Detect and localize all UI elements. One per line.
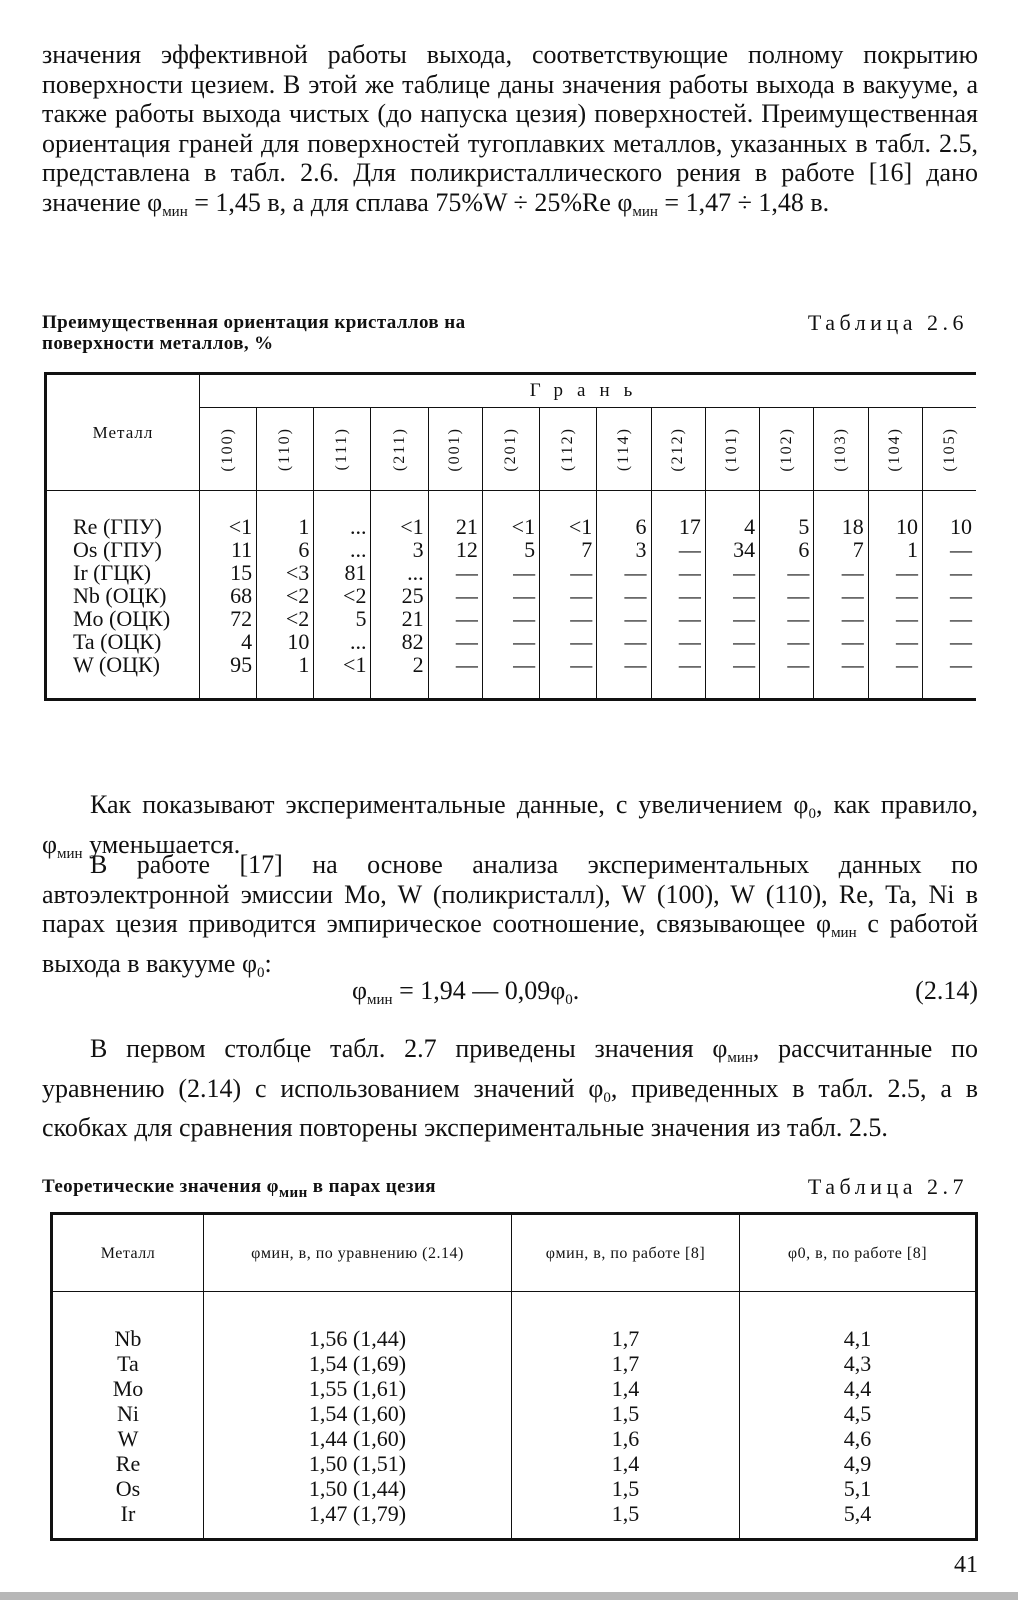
face-label: (103) xyxy=(832,426,850,472)
value-cell: 21 xyxy=(428,491,482,539)
value-cell: — xyxy=(760,607,814,630)
value-cell: <2 xyxy=(257,584,314,607)
value-cell: 10 xyxy=(868,491,922,539)
table-row xyxy=(46,630,977,653)
value-cell: 21 xyxy=(371,607,428,630)
value-cell: 1,44 (1,60) xyxy=(204,1426,512,1451)
value-cell: 1 xyxy=(868,538,922,561)
face-label: (110) xyxy=(276,426,294,472)
value-cell: — xyxy=(760,653,814,700)
table-row xyxy=(52,1426,977,1451)
value-cell: 18 xyxy=(814,491,868,539)
value-cell: — xyxy=(540,630,597,653)
value-cell: 5 xyxy=(314,607,371,630)
metal-cell: Mo (ОЦК) xyxy=(73,606,171,631)
value-cell: <1 xyxy=(371,491,428,539)
metal-cell: Ta (ОЦК) xyxy=(73,629,162,654)
value-cell: — xyxy=(651,538,705,561)
value-cell: 4,5 xyxy=(740,1401,977,1426)
value-cell: — xyxy=(651,630,705,653)
value-cell: — xyxy=(651,584,705,607)
value-cell: — xyxy=(428,561,482,584)
value-cell: — xyxy=(482,630,539,653)
table-2-6 xyxy=(44,372,976,701)
table-2-6-caption xyxy=(42,312,978,354)
value-cell: 2 xyxy=(371,653,428,700)
table-title-line2: поверхности металлов, % xyxy=(42,333,274,354)
equation-number: (2.14) xyxy=(915,976,978,1005)
value-cell: — xyxy=(923,607,976,630)
table-2-7 xyxy=(50,1212,978,1541)
value-cell: <1 xyxy=(314,653,371,700)
value-cell: — xyxy=(428,607,482,630)
value-cell: 4,1 xyxy=(740,1292,977,1352)
value-cell: 1,5 xyxy=(512,1401,740,1426)
face-label: (102) xyxy=(777,426,795,472)
value-cell: 95 xyxy=(200,653,257,700)
face-label: (211) xyxy=(390,426,408,472)
value-cell: — xyxy=(814,653,868,700)
table-title: Теоретические значения $\varphi_{мин}$ в парах цезия xyxy=(42,1176,436,1201)
value-cell: — xyxy=(428,630,482,653)
metal-cell: Ir xyxy=(120,1501,136,1526)
value-cell: — xyxy=(868,584,922,607)
paragraph-table27-intro: В первом столбце табл. 2.7 приведены значения $\varphi_{мин}$, рассчитанные по уравнению (2.14) с использованием значений $\varphi_0$, приведенных в табл. 2.5, а в скобках для сравнения повторены экспериментальные значения из табл. 2.5. xyxy=(42,1034,978,1143)
value-cell: — xyxy=(597,584,651,607)
value-cell: — xyxy=(540,584,597,607)
face-header xyxy=(257,408,314,491)
value-cell: 1,4 xyxy=(512,1376,740,1401)
value-cell: 4,4 xyxy=(740,1376,977,1401)
value-cell: — xyxy=(428,653,482,700)
value-cell: <2 xyxy=(257,607,314,630)
face-label: (100) xyxy=(219,426,237,472)
value-cell: 11 xyxy=(200,538,257,561)
value-cell: 7 xyxy=(814,538,868,561)
metal-cell: Re xyxy=(115,1451,141,1476)
value-cell: — xyxy=(540,653,597,700)
value-cell: 15 xyxy=(200,561,257,584)
metal-cell: W (ОЦК) xyxy=(73,652,160,677)
value-cell: — xyxy=(540,607,597,630)
value-cell: — xyxy=(428,584,482,607)
face-label: (112) xyxy=(559,426,577,472)
metal-cell: Os (ГПУ) xyxy=(73,537,162,562)
value-cell: 5 xyxy=(760,491,814,539)
metal-header: Металл xyxy=(46,374,200,491)
value-cell: 68 xyxy=(200,584,257,607)
value-cell: 6 xyxy=(257,538,314,561)
metal-cell: Ir (ГЦК) xyxy=(73,560,152,585)
face-group-header: Грань xyxy=(200,374,977,408)
face-header xyxy=(651,408,705,491)
face-label: (001) xyxy=(446,426,464,472)
page-number: 41 xyxy=(954,1552,978,1578)
value-cell: 81 xyxy=(314,561,371,584)
value-cell: 1,7 xyxy=(512,1351,740,1376)
face-label: (104) xyxy=(886,426,904,472)
value-cell: — xyxy=(868,607,922,630)
value-cell: — xyxy=(868,653,922,700)
value-cell: — xyxy=(868,561,922,584)
table-row xyxy=(52,1501,977,1540)
face-header xyxy=(540,408,597,491)
value-cell: 1,50 (1,51) xyxy=(204,1451,512,1476)
value-cell: — xyxy=(482,584,539,607)
face-header xyxy=(482,408,539,491)
value-cell: 1,5 xyxy=(512,1501,740,1540)
value-cell: 1,50 (1,44) xyxy=(204,1476,512,1501)
table-row xyxy=(52,1451,977,1476)
value-cell: — xyxy=(923,538,976,561)
face-header xyxy=(597,408,651,491)
metal-cell: Os xyxy=(115,1476,141,1501)
value-cell: 1 xyxy=(257,491,314,539)
intro-paragraph: значения эффективной работы выхода, соответствующие полному покрытию поверхности цезием. В этой же таблице даны значения работы выхода в вакууме, а также работы выхода чистых (до напуска цезия) поверхностей. Преимущественная ориентация граней для поверхностей тугоплавких металлов, указанных в табл. 2.5, представлена в табл. 2.6. Для поликристаллического рения в работе [16] дано значение $\varphi_{мин} = 1,45$ в, а для сплава 75%W ÷ 25%Re $\varphi_{мин} = 1,47 \div 1,48$ в. xyxy=(42,40,978,220)
face-label: (212) xyxy=(669,426,687,472)
value-cell: ... xyxy=(314,538,371,561)
face-header xyxy=(814,408,868,491)
table-number: Таблица 2.6 xyxy=(807,310,968,335)
value-cell: 5,1 xyxy=(740,1476,977,1501)
face-label: (114) xyxy=(614,426,632,472)
table-number: Таблица 2.7 xyxy=(807,1174,968,1199)
value-cell: 17 xyxy=(651,491,705,539)
metal-cell: Re (ГПУ) xyxy=(73,514,162,539)
face-header xyxy=(923,408,976,491)
table-2-7-caption xyxy=(42,1176,978,1204)
value-cell: <1 xyxy=(540,491,597,539)
table-row xyxy=(46,538,977,561)
value-cell: — xyxy=(705,607,759,630)
paragraph-trend: Как показывают экспериментальные данные, с увеличением $\varphi_0$, как правило, $\varphi_{мин}$ уменьшается. xyxy=(42,790,979,862)
value-cell: 3 xyxy=(371,538,428,561)
value-cell: 4,9 xyxy=(740,1451,977,1476)
table-title-line1: Преимущественная ориентация кристаллов на xyxy=(42,312,466,333)
value-cell: 10 xyxy=(923,491,976,539)
value-cell: 1,54 (1,60) xyxy=(204,1401,512,1426)
value-cell: — xyxy=(597,630,651,653)
metal-cell: W xyxy=(117,1426,139,1451)
value-cell: — xyxy=(814,607,868,630)
value-cell: 5 xyxy=(482,538,539,561)
value-cell: ... xyxy=(314,630,371,653)
value-cell: 4 xyxy=(705,491,759,539)
face-header xyxy=(200,408,257,491)
value-cell: 1,5 xyxy=(512,1476,740,1501)
table-row xyxy=(46,561,977,584)
value-cell: — xyxy=(705,561,759,584)
table-row xyxy=(46,607,977,630)
value-cell: — xyxy=(923,630,976,653)
metal-cell: Ta xyxy=(117,1351,139,1376)
value-cell: 1,6 xyxy=(512,1426,740,1451)
face-header xyxy=(868,408,922,491)
value-cell: 12 xyxy=(428,538,482,561)
column-header: φмин, в, по уравнению (2.14) xyxy=(204,1214,512,1292)
value-cell: 1,54 (1,69) xyxy=(204,1351,512,1376)
value-cell: — xyxy=(597,607,651,630)
table-row xyxy=(52,1476,977,1501)
value-cell: 1,56 (1,44) xyxy=(204,1292,512,1352)
value-cell: 72 xyxy=(200,607,257,630)
value-cell: 3 xyxy=(597,538,651,561)
value-cell: ... xyxy=(314,491,371,539)
face-header xyxy=(760,408,814,491)
value-cell: 7 xyxy=(540,538,597,561)
paragraph-empirical: В работе [17] на основе анализа экспериментальных данных по автоэлектронной эмиссии Mo, W (поликристалл), W (100), W (110), Re, Ta, Ni в парах цезия приводится эмпирическое соотношение, связывающее $\varphi_{мин}$ с работой выхода в вакууме $\varphi_0$: xyxy=(42,850,978,981)
value-cell: — xyxy=(705,584,759,607)
value-cell: 1,47 (1,79) xyxy=(204,1501,512,1540)
value-cell: 34 xyxy=(705,538,759,561)
value-cell: — xyxy=(923,653,976,700)
metal-cell: Nb (ОЦК) xyxy=(73,583,167,608)
value-cell: — xyxy=(705,653,759,700)
value-cell: — xyxy=(814,630,868,653)
table-row xyxy=(52,1401,977,1426)
metal-cell: Mo xyxy=(112,1376,144,1401)
value-cell: 1,55 (1,61) xyxy=(204,1376,512,1401)
value-cell: — xyxy=(482,561,539,584)
value-cell: — xyxy=(651,561,705,584)
value-cell: — xyxy=(540,561,597,584)
value-cell: 5,4 xyxy=(740,1501,977,1540)
table-row xyxy=(52,1292,977,1352)
value-cell: 4,3 xyxy=(740,1351,977,1376)
value-cell: 1 xyxy=(257,653,314,700)
value-cell: — xyxy=(760,630,814,653)
value-cell: <2 xyxy=(314,584,371,607)
face-header xyxy=(705,408,759,491)
face-header xyxy=(371,408,428,491)
value-cell: — xyxy=(482,607,539,630)
value-cell: — xyxy=(651,653,705,700)
value-cell: — xyxy=(760,561,814,584)
value-cell: <1 xyxy=(200,491,257,539)
value-cell: — xyxy=(923,584,976,607)
value-cell: — xyxy=(651,607,705,630)
table-row xyxy=(46,584,977,607)
table-row xyxy=(46,653,977,700)
face-label: (111) xyxy=(333,427,351,471)
value-cell: — xyxy=(814,584,868,607)
value-cell: — xyxy=(760,584,814,607)
column-header: Металл xyxy=(52,1214,204,1292)
face-label: (201) xyxy=(502,426,519,472)
value-cell: — xyxy=(868,630,922,653)
value-cell: — xyxy=(923,561,976,584)
value-cell: 6 xyxy=(597,491,651,539)
value-cell: — xyxy=(597,561,651,584)
value-cell: 1,7 xyxy=(512,1292,740,1352)
column-header: φ0, в, по работе [8] xyxy=(740,1214,977,1292)
value-cell: <1 xyxy=(482,491,539,539)
face-header xyxy=(428,408,482,491)
face-label: (101) xyxy=(723,426,741,472)
table-row xyxy=(52,1376,977,1401)
value-cell: ... xyxy=(371,561,428,584)
face-label: (105) xyxy=(940,426,958,472)
value-cell: 10 xyxy=(257,630,314,653)
metal-cell: Nb xyxy=(114,1326,142,1351)
value-cell: 6 xyxy=(760,538,814,561)
value-cell: — xyxy=(814,561,868,584)
equation: $\varphi_{мин} = 1,94$ — $0,09\varphi_0$. xyxy=(352,976,580,1008)
value-cell: 1,4 xyxy=(512,1451,740,1476)
face-header xyxy=(314,408,371,491)
scan-edge xyxy=(0,1592,1018,1600)
value-cell: 4,6 xyxy=(740,1426,977,1451)
value-cell: — xyxy=(705,630,759,653)
metal-cell: Ni xyxy=(117,1401,139,1426)
value-cell: <3 xyxy=(257,561,314,584)
value-cell: — xyxy=(482,653,539,700)
value-cell: 4 xyxy=(200,630,257,653)
value-cell: 82 xyxy=(371,630,428,653)
table-row xyxy=(52,1351,977,1376)
table-row xyxy=(46,491,977,539)
value-cell: — xyxy=(597,653,651,700)
value-cell: 25 xyxy=(371,584,428,607)
column-header: φмин, в, по работе [8] xyxy=(512,1214,740,1292)
